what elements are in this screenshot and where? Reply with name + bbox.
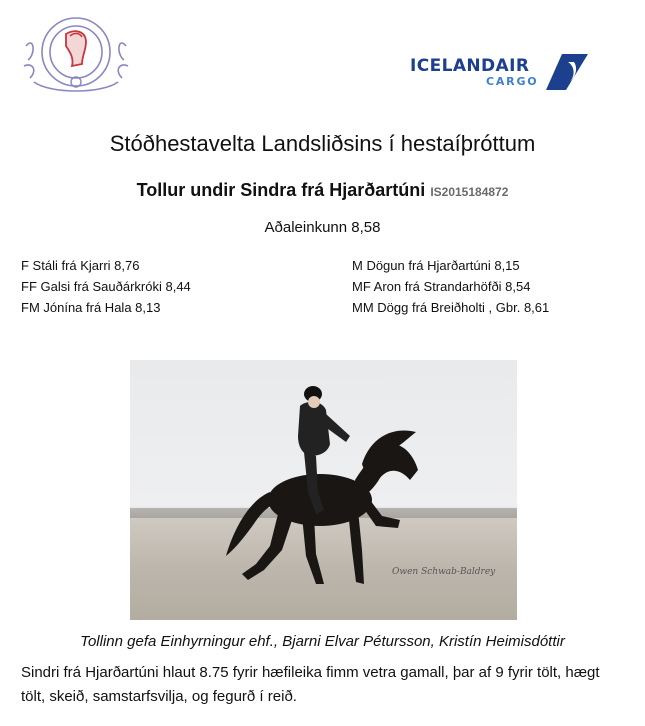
icelandair-tail-icon — [546, 54, 588, 90]
body-paragraph: Sindri frá Hjarðartúni hlaut 8.75 fyrir hæfileika fimm vetra gamall, þar af 9 fyrir tölt, hægt tölt, skeið, samstarfsvilja, og fegurð í reið. — [21, 664, 600, 705]
pedigree-line: FM Jónína frá Hala 8,13 — [21, 300, 161, 315]
icelandair-wordmark: ICELANDAIR — [410, 56, 530, 76]
page-title: Stóðhestavelta Landsliðsins í hestaíþróttum — [109, 131, 536, 156]
pedigree-line: MF Aron frá Strandarhöfði 8,54 — [352, 279, 531, 294]
landssamband-hestamannafelaga-logo-icon — [20, 6, 132, 98]
horse-heading — [0, 180, 645, 201]
main-score: Aðaleinkunn 8,58 — [264, 219, 381, 236]
registration-id: IS2015184872 — [430, 185, 509, 199]
horse-rider-photo — [130, 360, 517, 620]
cargo-wordmark: CARGO — [486, 75, 539, 88]
pedigree-line: F Stáli frá Kjarri 8,76 — [21, 258, 140, 273]
icelandair-cargo-logo — [406, 50, 586, 94]
horse-name: Tollur undir Sindra frá Hjarðartúni — [136, 180, 426, 200]
photo-watermark: Owen Schwab-Baldrey — [392, 567, 496, 577]
pedigree-dam-side — [352, 255, 549, 318]
pedigree-sire-side — [21, 255, 191, 318]
photo-caption: Tollinn gefa Einhyrningur ehf., Bjarni Elvar Pétursson, Kristín Heimisdóttir — [80, 633, 565, 650]
pedigree-line: M Dögun frá Hjarðartúni 8,15 — [352, 258, 520, 273]
federation-logo — [20, 6, 132, 98]
pedigree-line: FF Galsi frá Sauðárkróki 8,44 — [21, 279, 191, 294]
pedigree-line: MM Dögg frá Breiðholti , Gbr. 8,61 — [352, 300, 550, 315]
horse-rider-illustration — [130, 360, 517, 620]
